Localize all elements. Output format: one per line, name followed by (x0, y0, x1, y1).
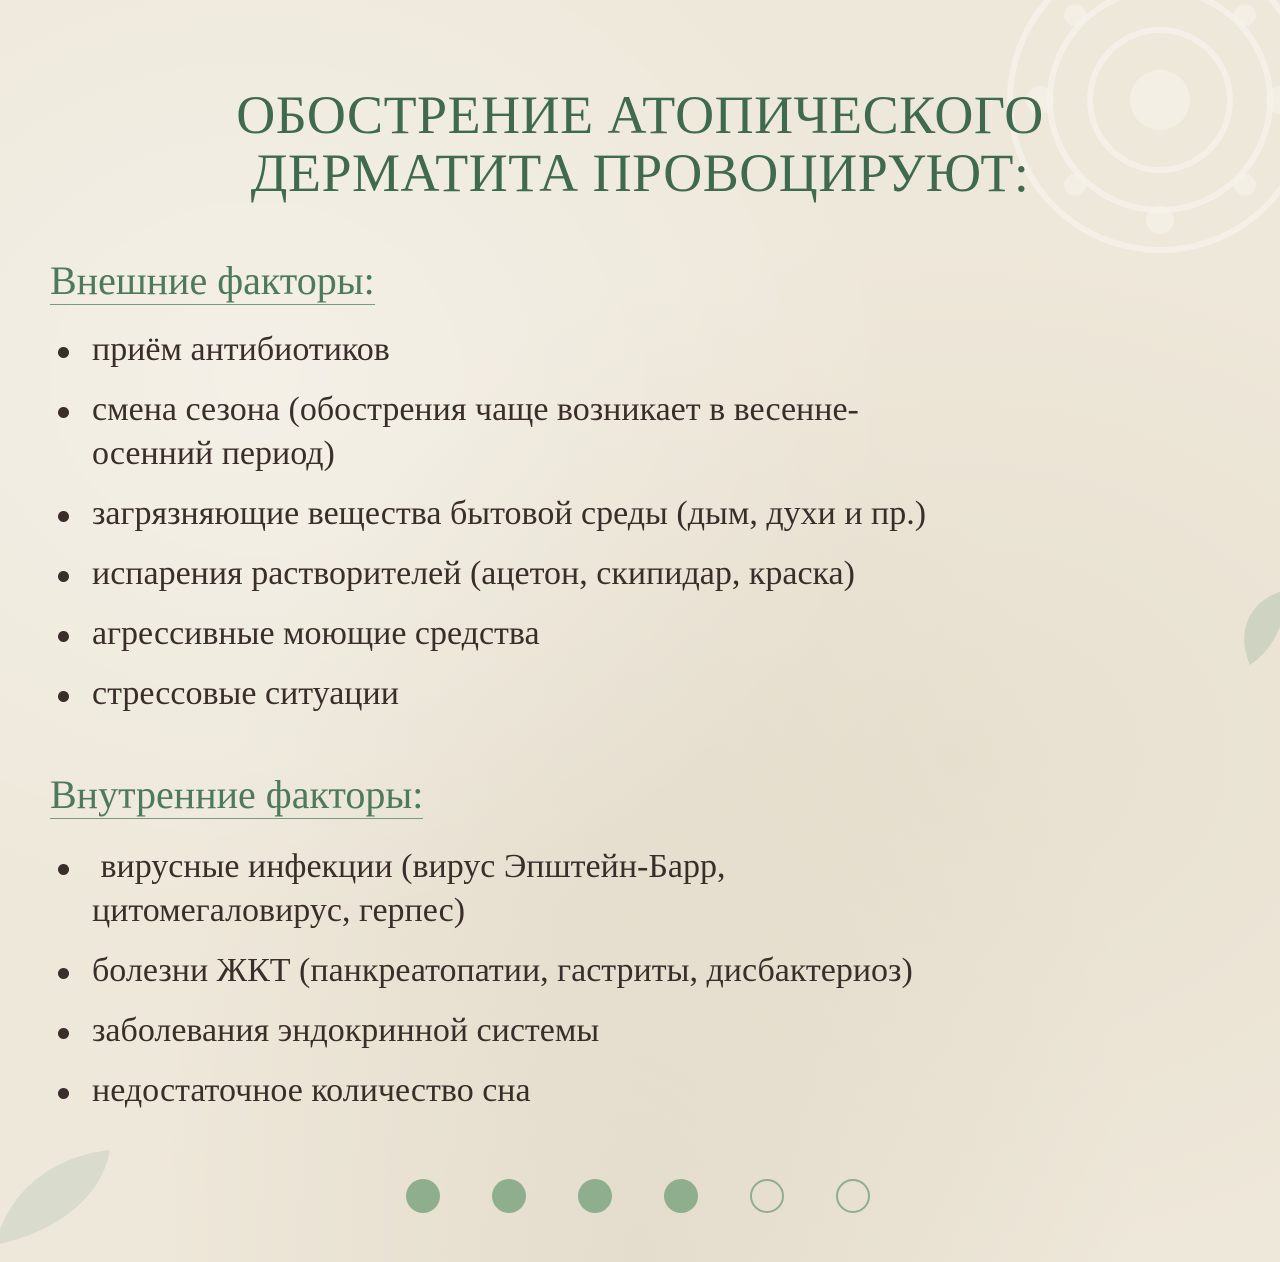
list-item-text: испарения растворителей (ацетон, скипидар, краска) (92, 555, 855, 592)
list-item-text: смена сезона (обострения чаще возникает в весенне- (92, 391, 859, 428)
list-item (52, 672, 1152, 716)
pagination-dot[interactable] (836, 1179, 870, 1213)
list-item-text: стрессовые ситуации (92, 675, 399, 712)
bullet-icon (58, 511, 69, 522)
list-item-text: болезни ЖКТ (панкреатопатии, гастриты, дисбактериоз) (92, 952, 913, 989)
leaf-decoration-icon (0, 1140, 120, 1250)
internal-factors-heading: Внутренние факторы: (50, 772, 424, 817)
pagination-dots (406, 1179, 870, 1213)
list-item (52, 492, 1152, 536)
pagination-dot[interactable] (492, 1179, 526, 1213)
leaf-decoration-icon (1230, 585, 1280, 675)
pagination-dot[interactable] (664, 1179, 698, 1213)
pagination-dot[interactable] (578, 1179, 612, 1213)
external-factors-heading: Внешние факторы: (50, 258, 375, 303)
bullet-icon (58, 1028, 69, 1039)
bullet-icon (58, 864, 69, 875)
list-item-text: агрессивные моющие средства (92, 615, 540, 652)
list-item-text: цитомегаловирус, герпес) (92, 892, 466, 929)
list-item (52, 1009, 1152, 1053)
list-item-text: загрязняющие вещества бытовой среды (дым, духи и пр.) (92, 495, 927, 532)
pagination-dot[interactable] (406, 1179, 440, 1213)
bullet-icon (58, 571, 69, 582)
list-item (52, 1069, 1152, 1113)
bullet-icon (58, 347, 69, 358)
list-item (52, 612, 1152, 656)
list-item-text: недостаточное количество сна (92, 1072, 531, 1109)
pagination-dot[interactable] (750, 1179, 784, 1213)
list-item (52, 949, 1152, 993)
page-title (0, 86, 1280, 202)
list-item-text: заболевания эндокринной системы (92, 1012, 600, 1049)
list-item (52, 328, 1152, 372)
external-factors-list (52, 328, 1152, 732)
list-item (52, 388, 1152, 476)
list-item-text: осенний период) (92, 435, 335, 472)
bullet-icon (58, 407, 69, 418)
bullet-icon (58, 968, 69, 979)
title-line-2: ДЕРМАТИТА ПРОВОЦИРУЮТ: (250, 143, 1030, 203)
list-item-text: приём антибиотиков (92, 331, 390, 368)
list-item-text: вирусные инфекции (вирус Эпштейн-Барр, (92, 848, 726, 885)
list-item (52, 552, 1152, 596)
bullet-icon (58, 631, 69, 642)
bullet-icon (58, 1088, 69, 1099)
list-item (52, 845, 1152, 933)
bullet-icon (58, 691, 69, 702)
title-line-1: ОБОСТРЕНИЕ АТОПИЧЕСКОГО (236, 85, 1044, 145)
internal-factors-list (52, 845, 1152, 1129)
